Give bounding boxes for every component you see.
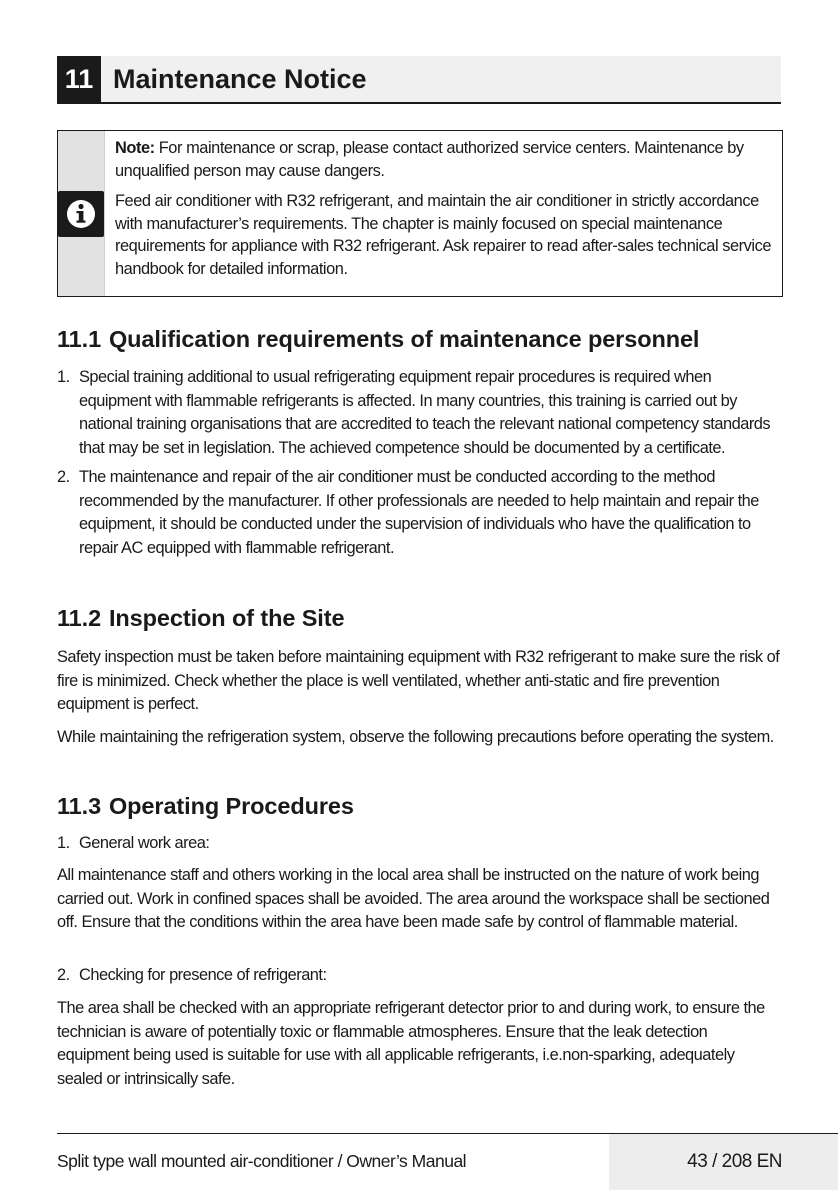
footer-manual-title: Split type wall mounted air-conditioner / Owner’s Manual [57, 1151, 467, 1171]
note-paragraph-1 [115, 137, 772, 182]
refrigerant-check-paragraph: The area shall be checked with an appropriate refrigerant detector prior to and during work, to ensure the technician is aware of potentially toxic or flammable atmospheres. Ensure that the leak detection equipment being used is suitable for use with all applicable refrigerants, i.e.non-sparking, adequately sealed or intrinsically safe. [57, 999, 765, 1088]
section-title: Qualification requirements of maintenance personnel [109, 326, 700, 352]
site-inspection-paragraph: Safety inspection must be taken before maintaining equipment with R32 refrigerant to make sure the risk of fire is minimized. Check whether the place is well ventilated, whether anti-static and fire prevention equipment is perfect. [57, 648, 780, 713]
list-item [57, 964, 781, 988]
list-item-text: Checking for presence of refrigerant: [79, 966, 327, 984]
site-precaution-paragraph: While maintaining the refrigeration system, observe the following precautions before operating the system. [57, 728, 774, 746]
note-paragraph-2: Feed air conditioner with R32 refrigerant, and maintain the air conditioner in strictly accordance with manufacturer’s requirements. The chapter is mainly focused on special maintenance requirements for appliance with R32 refrigerant. Ask repairer to read after-sales technical service handbook for detailed information. [115, 192, 772, 278]
page-number: 43 / 208 EN [687, 1151, 782, 1172]
section-heading-11-3 [57, 793, 354, 820]
list-item [57, 466, 781, 560]
list-item [57, 366, 781, 460]
list-item-text: The maintenance and repair of the air conditioner must be conducted according to the method recommended by the manufacturer. If other professionals are needed to help maintain and repair the equipment, it should be conducted under the supervision of individuals who have the qualification to repair AC equipped with flammable refrigerant. [79, 468, 759, 557]
list-item-text: Special training additional to usual refrigerating equipment repair procedures is required when equipment with flammable refrigerants is affected. In many countries, this training is carried out by national training organisations that are accredited to teach the relevant national competency standards that may be set in legislation. The achieved competence should be documented by a certificate. [79, 368, 771, 457]
list-marker: 2. [57, 966, 70, 984]
list-marker: 2. [57, 468, 70, 486]
qualification-list [57, 366, 781, 566]
section-heading-11-1 [57, 326, 699, 353]
procedure-item-1 [57, 832, 781, 856]
section-number: 11.2 [57, 605, 102, 631]
chapter-title: Maintenance Notice [113, 63, 367, 94]
chapter-header [57, 56, 781, 104]
section-number: 11.3 [57, 793, 102, 819]
chapter-number: 11 [57, 56, 101, 102]
section-title: Operating Procedures [109, 793, 354, 819]
list-item [57, 832, 781, 856]
info-icon [58, 191, 104, 237]
note-box [57, 130, 783, 297]
section-title: Inspection of the Site [109, 605, 345, 631]
list-marker: 1. [57, 834, 70, 852]
note-text [105, 131, 782, 296]
procedure-item-2 [57, 964, 781, 988]
list-marker: 1. [57, 368, 70, 386]
note-line-1: For maintenance or scrap, please contact authorized service centers. Maintenance by unqualified person may cause dangers. [115, 139, 744, 180]
note-icon-column [58, 131, 105, 296]
work-area-paragraph: All maintenance staff and others working in the local area shall be instructed on the nature of work being carried out. Work in confined spaces shall be avoided. The area around the workspace shall be sectioned off. Ensure that the conditions within the area have been made safe by control of flammable material. [57, 866, 770, 931]
page-number-box [609, 1134, 838, 1190]
list-item-text: General work area: [79, 834, 210, 852]
note-label: Note: [115, 139, 155, 157]
section-heading-11-2 [57, 605, 344, 632]
section-number: 11.1 [57, 326, 102, 352]
